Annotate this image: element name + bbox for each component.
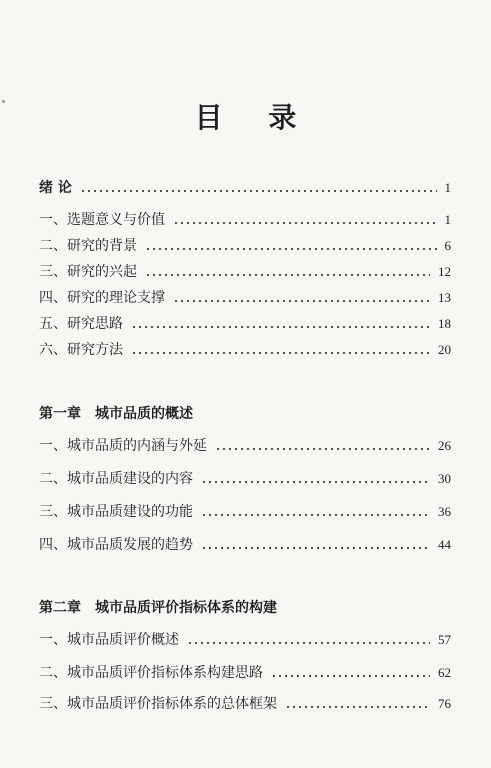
- toc-entry-label: 一、城市品质评价概述: [39, 632, 179, 648]
- toc-entry[interactable]: [39, 630, 451, 650]
- leader-dots: [201, 547, 430, 549]
- toc-entry[interactable]: [39, 288, 451, 308]
- chapter-number: 第一章: [39, 406, 81, 422]
- toc-entry[interactable]: [39, 236, 451, 256]
- toc-entry-label: 六、研究方法: [39, 342, 123, 358]
- toc-entry-label: 四、研究的理论支撑: [39, 290, 165, 306]
- toc-entry[interactable]: [39, 262, 451, 282]
- leader-dots: [145, 248, 437, 250]
- toc-page-number: 30: [438, 471, 451, 486]
- leader-dots: [285, 706, 430, 708]
- toc-entry-label: 一、选题意义与价值: [39, 212, 165, 228]
- leader-dots: [145, 274, 430, 276]
- toc-entry-label: 一、城市品质的内涵与外延: [39, 438, 207, 454]
- toc-intro-heading: 绪 论: [39, 180, 72, 196]
- toc-page-number: 12: [438, 264, 451, 279]
- toc-page-number: 76: [438, 696, 451, 711]
- toc-entry[interactable]: [39, 535, 451, 555]
- toc-page-number: 1: [444, 180, 451, 195]
- toc-page-number: 13: [438, 290, 451, 305]
- toc-entry-label: 四、城市品质发展的趋势: [39, 537, 193, 553]
- toc-entry-label: 二、城市品质建设的内容: [39, 471, 193, 487]
- toc-entry[interactable]: [39, 340, 451, 360]
- toc-page-number: 57: [438, 632, 451, 647]
- toc-entry-label: 二、城市品质评价指标体系构建思路: [39, 665, 263, 681]
- chapter-name: 城市品质评价指标体系的构建: [95, 600, 277, 616]
- leader-dots: [201, 481, 430, 483]
- leader-dots: [201, 514, 430, 516]
- toc-page-number: 44: [438, 537, 451, 552]
- toc-entry-label: 三、城市品质评价指标体系的总体框架: [39, 696, 277, 712]
- toc-entry[interactable]: [39, 663, 451, 683]
- toc-page-number: 1: [444, 212, 451, 227]
- toc-entry[interactable]: [39, 502, 451, 522]
- leader-dots: [80, 190, 437, 192]
- leader-dots: [187, 642, 430, 644]
- toc-entry[interactable]: [39, 436, 451, 456]
- leader-dots: [173, 300, 430, 302]
- chapter-heading-1[interactable]: [39, 404, 193, 424]
- chapter-heading-2[interactable]: [39, 598, 277, 618]
- toc-page-number: 18: [438, 316, 451, 331]
- toc-page-number: 36: [438, 504, 451, 519]
- toc-page-number: 20: [438, 342, 451, 357]
- chapter-name: 城市品质的概述: [95, 406, 193, 422]
- toc-entry[interactable]: [39, 314, 451, 334]
- toc-page-number: 62: [438, 665, 451, 680]
- leader-dots: [215, 448, 430, 450]
- toc-page-number: 6: [444, 238, 451, 253]
- toc-entry-label: 三、城市品质建设的功能: [39, 504, 193, 520]
- toc-entry-label: 三、研究的兴起: [39, 264, 137, 280]
- toc-entry-intro[interactable]: [39, 178, 451, 198]
- leader-dots: [271, 675, 430, 677]
- toc-entry[interactable]: [39, 210, 451, 230]
- toc-title: 目 录: [194, 101, 315, 134]
- toc-entry-label: 二、研究的背景: [39, 238, 137, 254]
- leader-dots: [131, 352, 430, 354]
- leader-dots: [173, 222, 437, 224]
- toc-entry[interactable]: [39, 694, 451, 714]
- toc-entry-label: 五、研究思路: [39, 316, 123, 332]
- chapter-number: 第二章: [39, 600, 81, 616]
- toc-page-number: 26: [438, 438, 451, 453]
- leader-dots: [131, 326, 430, 328]
- toc-entry[interactable]: [39, 469, 451, 489]
